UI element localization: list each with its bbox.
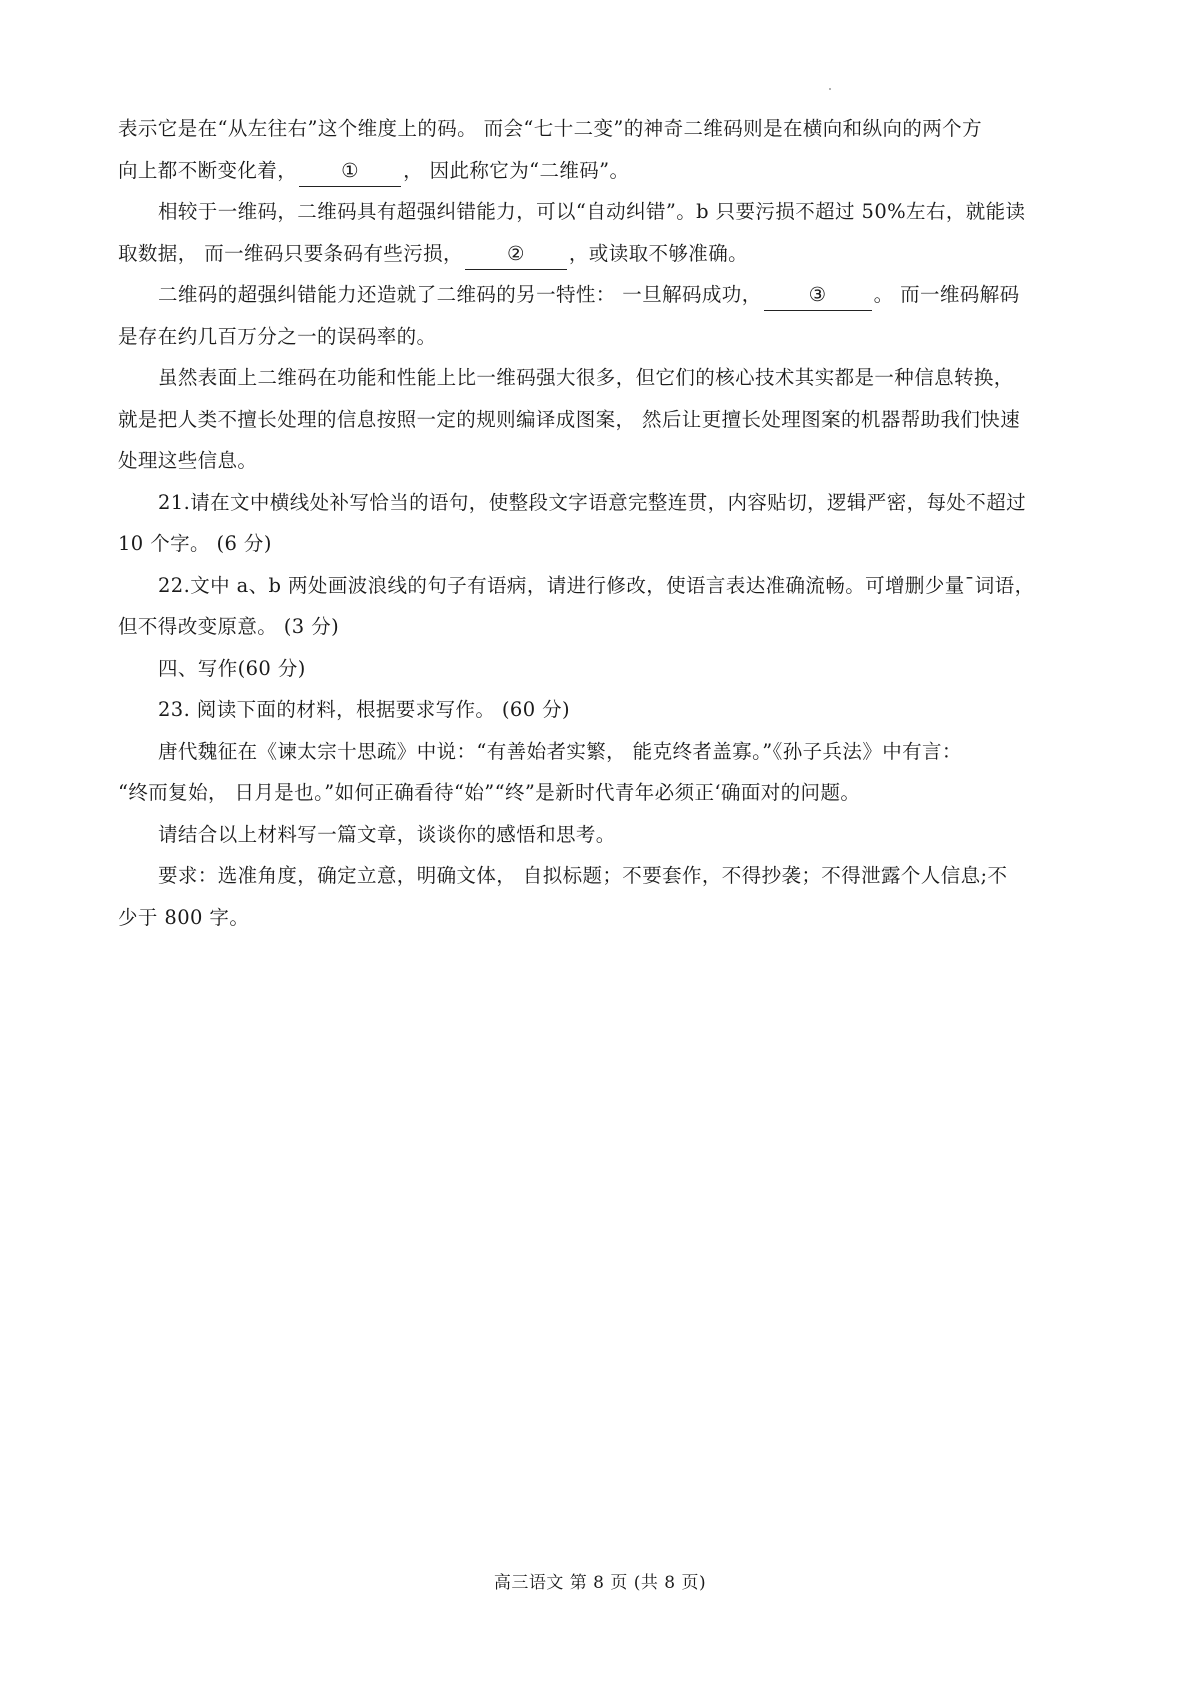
material-line-2: “终而复始， 日月是也。”如何正确看待“始”“终”是新时代青年必须正‘确面对的问题。 (118, 781, 861, 804)
requirements-line-2: 少于 800 字。 (118, 905, 250, 929)
writing-prompt: 请结合以上材料写一篇文章，谈谈你的感悟和思考。 (158, 822, 616, 846)
paragraph-4-line-1: 虽然表面上二维码在功能和性能上比一维码强大很多，但它们的核心技术其实都是一种信息转换， (158, 366, 1014, 389)
page-footer: 高三语文 第 8 页 (共 8 页) (493, 1573, 707, 1593)
question-21-line-2: 10 个字。 (6 分) (118, 532, 272, 555)
answer-blank-1[interactable]: ① (299, 156, 401, 187)
paragraph-3-line-2: 是存在约几百万分之一的误码率的。 (118, 324, 437, 348)
answer-blank-2[interactable]: ② (465, 239, 567, 270)
question-23: 23. 阅读下面的材料，根据要求写作。 (60 分) (158, 698, 571, 721)
paragraph-2-line-1: 相较于一维码，二维码具有超强纠错能力，可以“自动纠错”。b 只要污损不超过 50%左右，就能读 (158, 200, 1026, 223)
paragraph-3-line-1-start: 二维码的超强纠错能力还造就了二维码的另一特性： 一旦解码成功， (158, 283, 762, 306)
paragraph-2-line-2 (118, 233, 1093, 275)
requirements-line-1: 要求：选准角度，确定立意，明确文体， 自拟标题；不要套作，不得抄袭；不得泄露个人信息;不 (158, 864, 1008, 887)
paragraph-1-line-2-end: ， 因此称它为“二维码”。 (403, 158, 630, 182)
paragraph-2-line-2-end: ，或读取不够准确。 (568, 241, 749, 265)
paragraph-2-line-2-start: 取数据， 而一维码只要条码有些污损， (118, 241, 463, 265)
scan-speck (829, 88, 831, 90)
question-22-line-2: 但不得改变原意。 (3 分) (118, 615, 340, 638)
section-4-heading: 四、写作(60 分) (158, 656, 306, 680)
paragraph-1-line-1: 表示它是在“从左往右”这个维度上的码。 而会“七十二变”的神奇二维码则是在横向和纵向的两个方 (118, 117, 982, 140)
material-line-1: 唐代魏征在《谏太宗十思疏》中说：“有善始者实繁， 能克终者盖寡。”《孙子兵法》中有言： (158, 739, 962, 763)
answer-blank-3[interactable]: ③ (764, 280, 872, 311)
page-content (118, 108, 1093, 938)
paragraph-3-line-1-end: 。 而一维码解码 (873, 283, 1020, 306)
paragraph-4-line-3: 处理这些信息。 (118, 449, 258, 472)
paragraph-4-line-2: 就是把人类不擅长处理的信息按照一定的规则编译成图案， 然后让更擅长处理图案的机器帮助我们快速 (118, 407, 1021, 431)
paragraph-3-line-1 (118, 274, 1093, 316)
paragraph-1-line-2-start: 向上都不断变化着， (118, 158, 298, 182)
question-22-line-1: 22.文中 a、b 两处画波浪线的句子有语病，请进行修改，使语言表达准确流畅。可增删少量¯词语， (158, 573, 1035, 597)
question-21-line-1: 21.请在文中横线处补写恰当的语句，使整段文字语意完整连贯，内容贴切，逻辑严密，每处不超过 (158, 490, 1027, 514)
paragraph-1-line-2 (118, 150, 1093, 192)
